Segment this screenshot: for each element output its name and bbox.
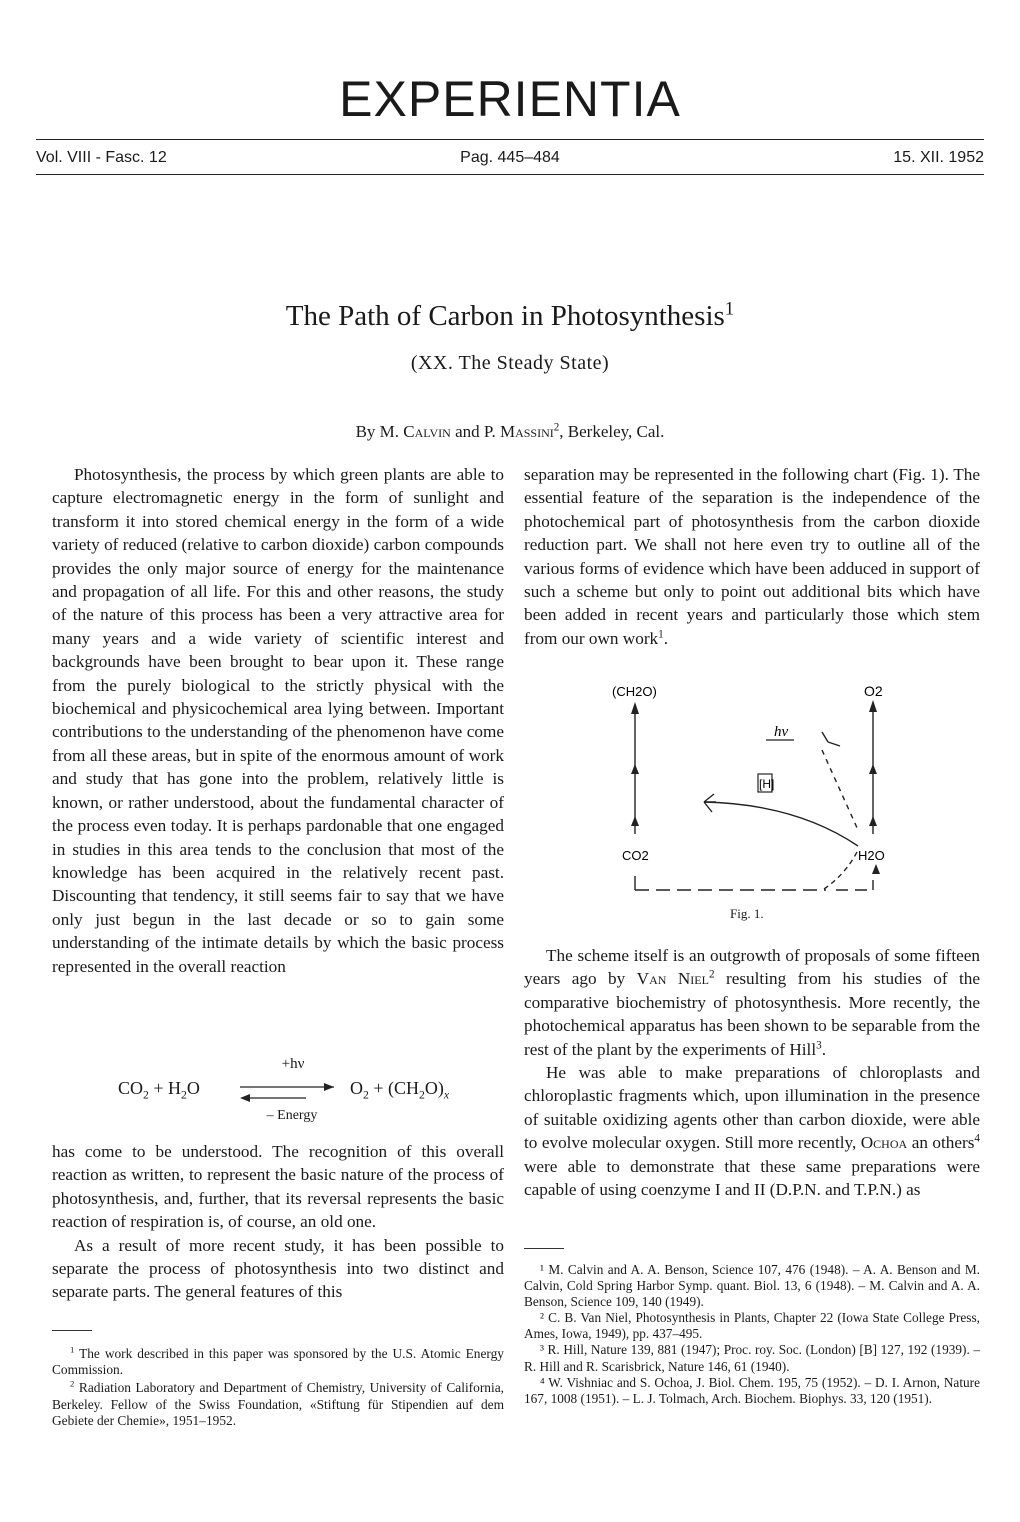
reference-2: ² C. B. Van Niel, Photosynthesis in Plants, Chapter 22 (Iowa State College Press, Ames, Iowa, 1949), pp. 437–495. bbox=[524, 1310, 980, 1342]
byline-and: and bbox=[455, 422, 480, 441]
co2-low-arrowhead bbox=[631, 816, 639, 826]
van-niel-name: Van Niel bbox=[636, 969, 709, 989]
journal-title: EXPERIENTIA bbox=[339, 71, 681, 127]
left-column-top bbox=[52, 463, 504, 978]
header-rule-top bbox=[36, 139, 984, 140]
reference-1: ¹ M. Calvin and A. A. Benson, Science 107, 476 (1948). – A. A. Benson and M. Calvin, Cold Spring Harbor Symp. quant. Biol. 13, 6 (1948). – M. Calvin and A. A. Benson, Science 109, 140 (1949). bbox=[524, 1262, 980, 1310]
footnotes-left bbox=[52, 1346, 504, 1429]
article-title bbox=[0, 298, 1020, 334]
equation-products: $O_2 + (CH_2O)_x$ bbox=[350, 1078, 450, 1102]
label-ch2o: (CH2O) bbox=[612, 684, 657, 699]
volume-info: Vol. VIII - Fasc. 12 bbox=[36, 149, 167, 166]
light-arrow-stroke-2 bbox=[822, 732, 828, 742]
reaction-arrows bbox=[236, 1078, 340, 1108]
label-hv: hν bbox=[774, 724, 789, 740]
footnote-2 bbox=[52, 1380, 504, 1429]
author2-name: Massini bbox=[499, 422, 554, 441]
title-text: The Path of Carbon in Photosynthesis bbox=[285, 300, 725, 332]
paragraph-separation: As a result of more recent study, it has been possible to separate the process of photosynthesis into two distinct and separate parts. The general features of this bbox=[52, 1235, 504, 1302]
figure-1-caption: Fig. 1. bbox=[730, 906, 764, 921]
ochoa-mid: an others bbox=[911, 1133, 975, 1153]
footnote-2-marker: 2 bbox=[70, 1378, 75, 1389]
page-range: Pag. 445–484 bbox=[460, 149, 560, 166]
right-column-bottom bbox=[524, 944, 980, 1201]
paragraph-intro: Photosynthesis, the process by which green plants are able to capture electromagnetic energy in the form of sunlight and transform it into stored chemical energy in the form of a wide variety of reduced (relative to carbon dioxide) carbon compounds provides the only major source of energy for the maintenance and propagation of all life. For this and other reasons, the study of the nature of this process has been a very attractive area for many years and a wide variety of scientific interest and backgrounds have been brought to bear upon it. These range from the purely biological to the strictly physical with the biochemical and physicochemical area lying between. Important contributions to the understanding of the phenomenon have come from all these areas, but in spite of the enormous amount of work and study that has gone into the problem, relatively little is known, or rather understood, about the fundamental character of the process even today. It is perhaps pardonable that one engaged in studies in this area tends to the conclusion that most of the knowledge has been acquired in the relatively recent past. Discounting that tendency, it still seems fair to say that we have only just begun in the last decade or so to gain some understanding of the intimate details by which the basic process represented in the overall reaction bbox=[52, 465, 504, 976]
byline bbox=[0, 422, 1020, 442]
right-column-top bbox=[524, 463, 980, 650]
hill-text: He was able to make preparations of chloroplasts and chloroplastic fragments which, upon illumination in the presence of suitable oxidizing agents other than carbon dioxide, were able to evolve molecular oxygen. Still more recently, bbox=[524, 1063, 980, 1153]
paragraph-chart-intro: separation may be represented in the following chart (Fig. 1). The essential feature of the separation is the independence of the photochemical part of photosynthesis from the carbon dioxide reduction part. We shall not here even try to outline all of the various forms of evidence which have been adduced in support of such a scheme but only to point out additional bits which have been added in recent years and particularly those which stem from our own work$^1$. bbox=[524, 465, 980, 648]
light-dashed-line bbox=[822, 750, 858, 830]
reference-4: ⁴ W. Vishniac and S. Ochoa, J. Biol. Chem. 195, 75 (1952). – D. I. Arnon, Nature 167, 1008 (1951). – L. J. Tolmach, Arch. Biochem. Biophys. 33, 120 (1951). bbox=[524, 1374, 980, 1406]
h2o-low-arrowhead bbox=[869, 816, 877, 826]
paragraph-van-niel: The scheme itself is an outgrowth of proposals of some fifteen years ago by Van Niel$^2$ resulting from his studies of the comparative biochemistry of photosynthesis. More recently, the photochemical apparatus has been shown to be separable from the rest of the plant by the experiments of Hill$^3$. bbox=[524, 946, 980, 1059]
references-right bbox=[524, 1262, 980, 1407]
o2-arrowhead bbox=[869, 700, 877, 712]
label-h: [H] bbox=[759, 777, 775, 791]
ochoa-ref[interactable]: 4 bbox=[974, 1132, 981, 1145]
ch2o-arrowhead bbox=[631, 702, 639, 714]
left-column-bottom bbox=[52, 1140, 504, 1304]
overall-reaction-equation bbox=[118, 1056, 478, 1128]
author2-footnote-ref[interactable]: 2 bbox=[553, 421, 560, 434]
article-subtitle: (XX. The Steady State) bbox=[410, 352, 610, 374]
van-niel-text-b: resulting from his studies of the comparative biochemistry of photosynthesis. More recently, the photochemical apparatus has been shown to be separable from the rest of the plant by the experiments of Hill bbox=[524, 969, 980, 1059]
paragraph-reaction: has come to be understood. The recognition of this overall reaction as written, to represent the basic nature of the process of photosynthesis, and, further, that its reversal represents the basic reaction of respiration is, of course, an old one. bbox=[52, 1142, 504, 1232]
chart-intro-text: separation may be represented in the following chart (Fig. 1). The essential feature of the separation is the independence of the photochemical part of photosynthesis from the carbon dioxide reduction part. We shall not here even try to outline all of the various forms of evidence which have been adduced in support of such a scheme but only to point out additional bits which have been added in recent years and particularly those which stem from our own work bbox=[524, 465, 980, 648]
hill-ref[interactable]: 3 bbox=[816, 1038, 822, 1051]
equation-under-arrow: – Energy bbox=[266, 1108, 318, 1123]
ochoa-name: Ochoa bbox=[860, 1133, 908, 1153]
h2o-dashed-curve bbox=[824, 850, 858, 889]
equation-over-arrow: +hν bbox=[281, 1056, 305, 1072]
chart-intro-ref[interactable]: 1 bbox=[658, 628, 664, 641]
co2-mid-arrowhead bbox=[631, 764, 639, 774]
h-transfer-curve bbox=[704, 802, 858, 846]
byline-by: By bbox=[355, 422, 376, 441]
equation-reactants: $CO_2 + H_2O$ bbox=[118, 1078, 200, 1102]
light-arrow-stroke bbox=[828, 742, 840, 746]
title-footnote-ref[interactable]: 1 bbox=[724, 298, 735, 320]
paragraph-hill bbox=[524, 1061, 980, 1201]
label-h2o: H2O bbox=[858, 848, 885, 863]
figure-1-diagram bbox=[596, 684, 916, 904]
footnote-1-text: The work described in this paper was sponsored by the U.S. Atomic Energy Commission. bbox=[52, 1346, 505, 1378]
author1-initial: M. bbox=[379, 422, 400, 441]
van-niel-ref[interactable]: 2 bbox=[708, 968, 715, 981]
footnote-rule-right bbox=[524, 1248, 564, 1249]
label-o2: O2 bbox=[864, 684, 883, 699]
van-niel-text-a: The scheme itself is an outgrowth of proposals of some fifteen years ago by bbox=[524, 946, 980, 989]
footnote-rule-left bbox=[52, 1330, 92, 1331]
footnote-1-marker: 1 bbox=[70, 1344, 75, 1355]
footnote-2-text: Radiation Laboratory and Department of Chemistry, University of California, Berkeley. Fellow of the Swiss Foundation, «Stiftung für Stipendien auf dem Gebiete der Chemie», 1951–1952. bbox=[52, 1380, 504, 1428]
header-rule-bottom bbox=[36, 174, 984, 175]
issue-date: 15. XII. 1952 bbox=[893, 149, 984, 166]
h2o-return-arrowhead bbox=[872, 864, 880, 874]
ochoa-text-end: were able to demonstrate that these same preparations were capable of using coenzyme I and II (D.P.N. and T.P.N.) as bbox=[524, 1156, 980, 1200]
reference-3: ³ R. Hill, Nature 139, 881 (1947); Proc. roy. Soc. (London) [B] 127, 192 (1939). – R. Hill and R. Scarisbrick, Nature 146, 61 (1940). bbox=[524, 1342, 980, 1374]
author2-initial: P. bbox=[483, 422, 496, 441]
footnote-1 bbox=[52, 1346, 504, 1378]
byline-location: , Berkeley, Cal. bbox=[559, 422, 665, 441]
label-co2: CO2 bbox=[622, 848, 649, 863]
author1-name: Calvin bbox=[403, 422, 451, 441]
h2o-mid-arrowhead bbox=[869, 764, 877, 774]
